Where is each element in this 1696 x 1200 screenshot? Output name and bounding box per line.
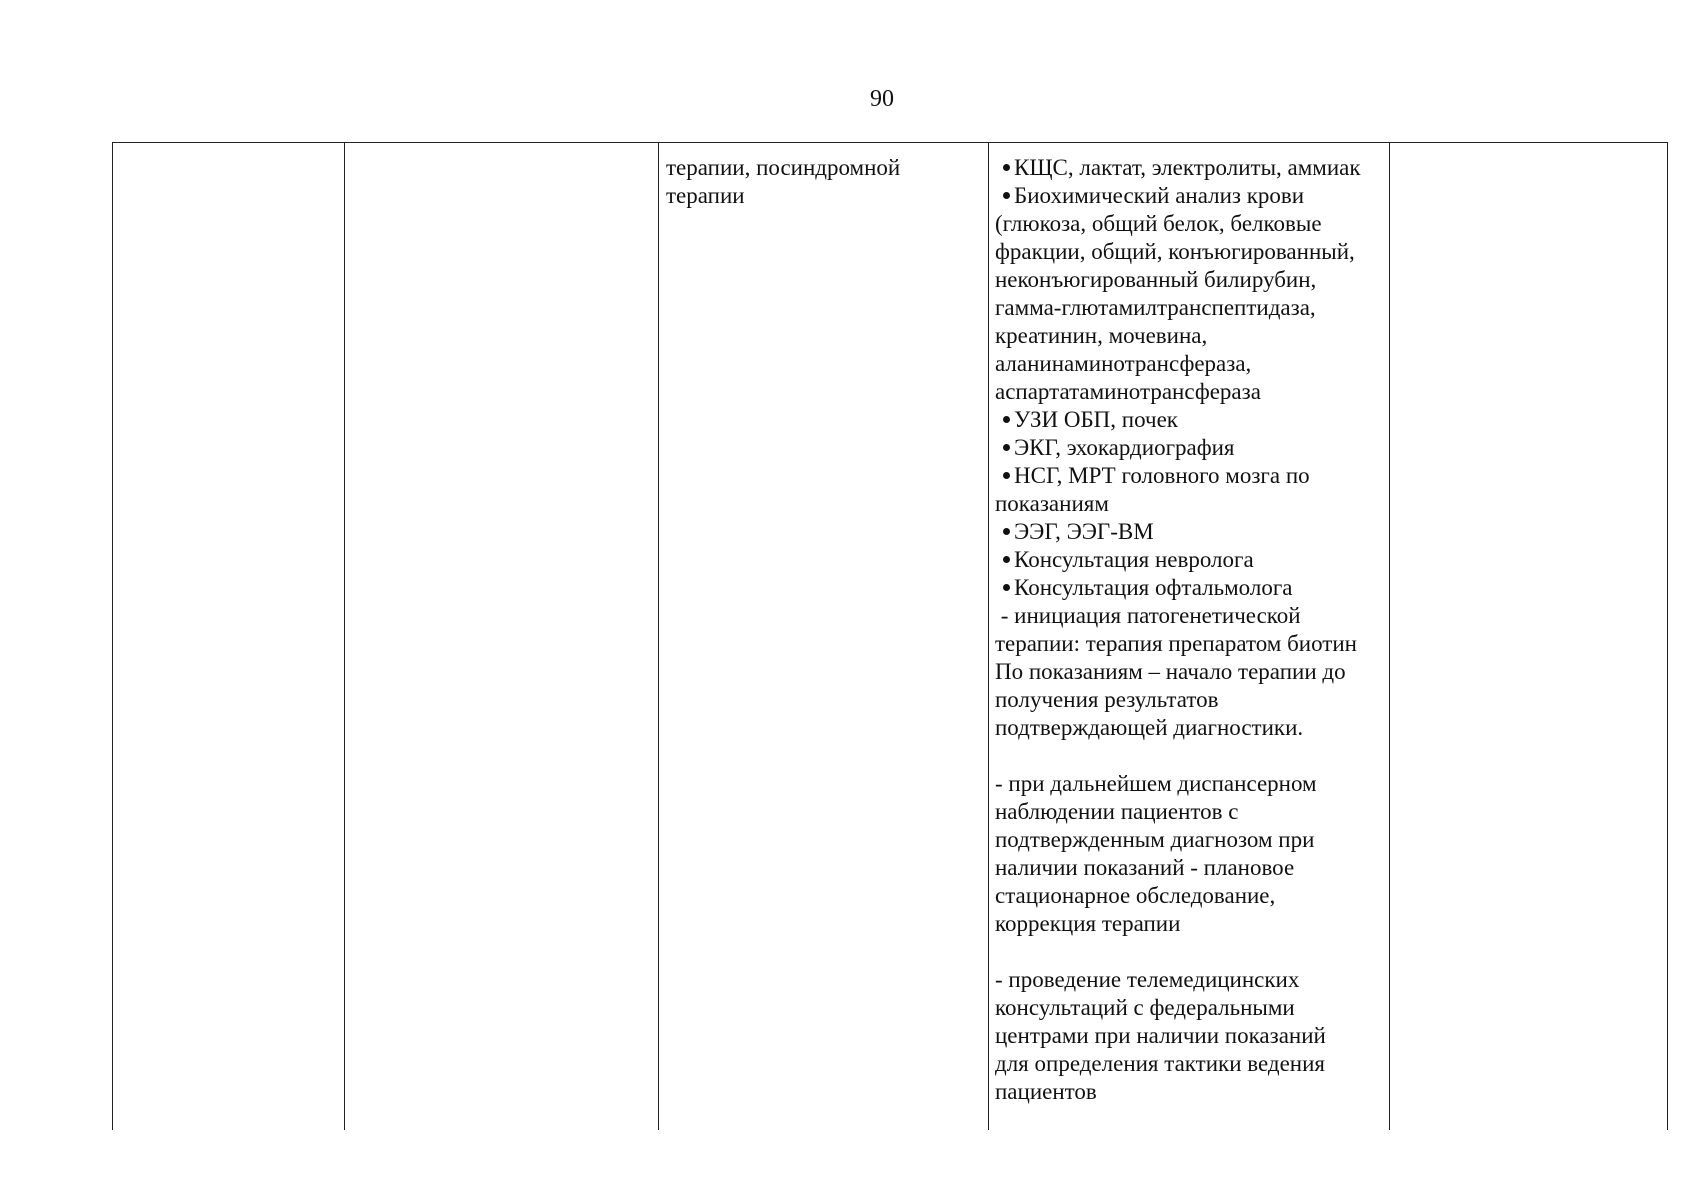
bullet-icon: [1003, 164, 1010, 171]
text-line: терапии: терапия препаратом биотин: [995, 631, 1357, 656]
list-item: [995, 518, 1387, 546]
table-column-1: [113, 143, 345, 1130]
text-line: консультаций с федеральными: [995, 995, 1295, 1020]
text-line: наблюдении пациентов с: [995, 799, 1239, 824]
table-column-5: [1390, 143, 1667, 1130]
bullet-icon: [1003, 584, 1010, 591]
list-item: [995, 182, 1387, 210]
text-line: креатинин, мочевина,: [995, 323, 1208, 348]
column-4-text: [989, 143, 1389, 1106]
text-line: - инициация патогенетической: [995, 603, 1301, 628]
bullet-icon: [1003, 192, 1010, 199]
text-line: аланинаминотрансфераза,: [995, 351, 1252, 376]
list-item: [995, 574, 1387, 602]
text-line: центрами при наличии показаний: [995, 1023, 1326, 1048]
list-item-text: КЩС, лактат, электролиты, аммиак: [1014, 155, 1361, 180]
column-3-text: [659, 143, 988, 210]
text-line: пациентов: [995, 1079, 1097, 1104]
text-line: коррекция терапии: [995, 911, 1181, 936]
bullet-icon: [1003, 416, 1010, 423]
text-line: для определения тактики ведения: [995, 1051, 1326, 1076]
table-column-2: [345, 143, 659, 1130]
text-line: - при дальнейшем диспансерном: [995, 771, 1317, 796]
text-line: По показаниям – начало терапии до: [995, 659, 1346, 684]
list-item-text: ЭКГ, эхокардиография: [1014, 435, 1235, 460]
list-item-text: Биохимический анализ крови: [1014, 183, 1305, 208]
text-line: подтвержденным диагнозом при: [995, 827, 1315, 852]
text-line: терапии, посиндромной: [666, 155, 901, 180]
list-item: [995, 546, 1387, 574]
text-line: наличии показаний - плановое: [995, 855, 1295, 880]
text-line: (глюкоза, общий белок, белковые: [995, 211, 1322, 236]
list-item: [995, 154, 1387, 182]
list-item-text: Консультация офтальмолога: [1014, 575, 1293, 600]
text-line: неконъюгированный билирубин,: [995, 267, 1317, 292]
list-item-text: ЭЭГ, ЭЭГ-ВМ: [1014, 519, 1154, 544]
paragraph-gap: [995, 742, 1387, 770]
text-line: показаниям: [995, 491, 1109, 516]
bullet-icon: [1003, 444, 1010, 451]
page-number: 90: [870, 86, 894, 112]
list-item-text: УЗИ ОБП, почек: [1014, 407, 1178, 432]
bullet-icon: [1003, 556, 1010, 563]
list-item-text: НСГ, МРТ головного мозга по: [1014, 463, 1310, 488]
paragraph-gap: [995, 938, 1387, 966]
list-item: [995, 462, 1387, 490]
text-line: гамма-глютамилтранспептидаза,: [995, 295, 1316, 320]
text-line: фракции, общий, конъюгированный,: [995, 239, 1355, 264]
list-item: [995, 406, 1387, 434]
table-column-4: [989, 143, 1390, 1130]
text-line: получения результатов: [995, 687, 1219, 712]
text-line: стационарное обследование,: [995, 883, 1276, 908]
bullet-icon: [1003, 528, 1010, 535]
list-item: [995, 434, 1387, 462]
list-item-text: Консультация невролога: [1014, 547, 1254, 572]
bullet-icon: [1003, 472, 1010, 479]
document-table: [112, 142, 1668, 1130]
text-line: - проведение телемедицинских: [995, 967, 1300, 992]
table-column-3: [659, 143, 989, 1130]
text-line: аспартатаминотрансфераза: [995, 379, 1261, 404]
text-line: подтверждающей диагностики.: [995, 715, 1304, 740]
text-line: терапии: [666, 183, 745, 208]
